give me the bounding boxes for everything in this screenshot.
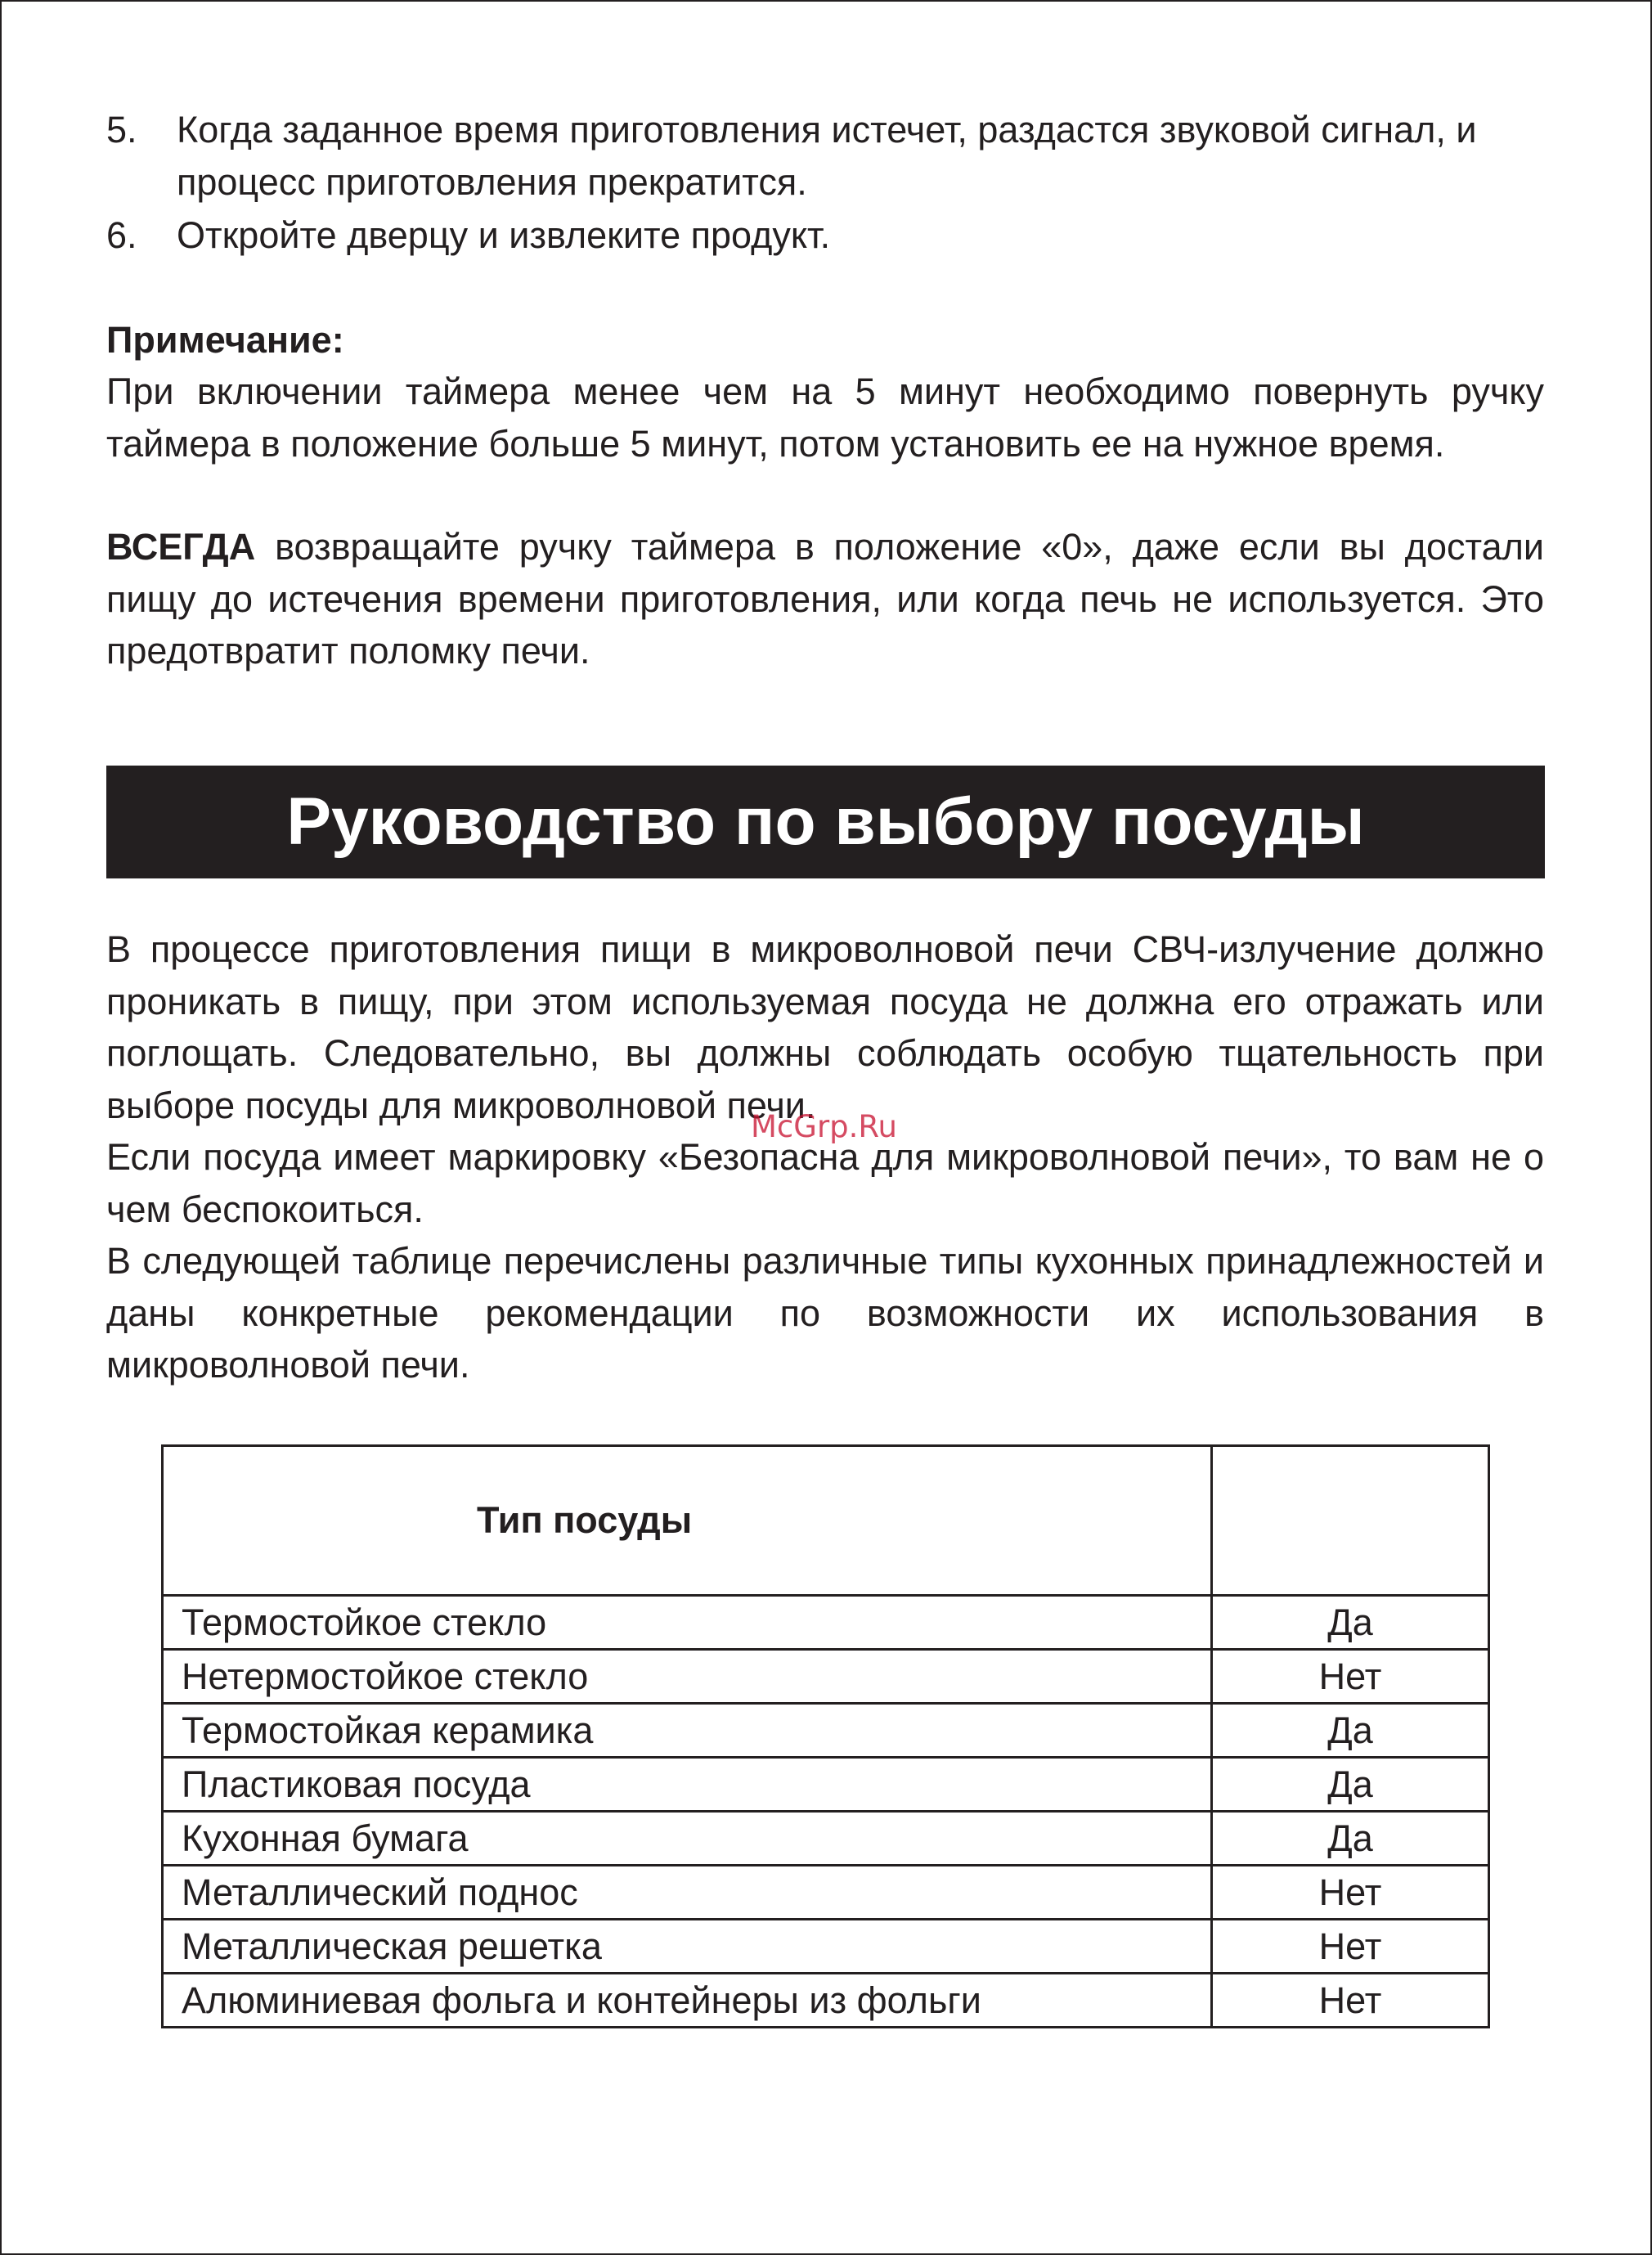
section-title: Руководство по выбору посуды — [286, 784, 1365, 859]
cookware-value: Да — [1212, 1758, 1489, 1812]
list-number: 6. — [106, 214, 137, 256]
table-row — [163, 1650, 1489, 1704]
list-item-step-5 — [106, 104, 1544, 208]
column-header-value — [1212, 1446, 1489, 1596]
cookware-value: Нет — [1212, 1650, 1489, 1704]
table-row — [163, 1596, 1489, 1650]
cookware-name: Кухонная бумага — [163, 1812, 1212, 1866]
cookware-name: Нетермостойкое стекло — [163, 1650, 1212, 1704]
cookware-value: Нет — [1212, 1974, 1489, 2028]
cookware-value: Да — [1212, 1812, 1489, 1866]
section-heading — [106, 766, 1545, 878]
table-row — [163, 1812, 1489, 1866]
table-row — [163, 1704, 1489, 1758]
cookware-name: Пластиковая посуда — [163, 1758, 1212, 1812]
note-text: При включении таймера менее чем на 5 минут необходимо повернуть ручку таймера в положение больше 5 минут, потом установить ее на нужное время. — [106, 371, 1544, 465]
cookware-value: Нет — [1212, 1866, 1489, 1920]
cookware-table — [161, 1444, 1490, 2028]
list-item-step-6 — [106, 209, 1544, 262]
cookware-value: Да — [1212, 1596, 1489, 1650]
always-paragraph — [106, 521, 1544, 677]
intro-paragraph-3: В следующей таблице перечислены различные типы кухонных принадлежностей и даны конкретные рекомендации по возможности их использования в микроволновой печи. — [106, 1240, 1544, 1386]
table-header-row — [163, 1446, 1489, 1596]
cookware-name: Алюминиевая фольга и контейнеры из фольги — [163, 1974, 1212, 2028]
intro-paragraph-2: Если посуда имеет маркировку «Безопасна для микроволновой печи», то вам не о чем беспокоиться. — [106, 1136, 1544, 1230]
list-text: Когда заданное время приготовления истечет, раздастся звуковой сигнал, и процесс приготовления прекратится. — [177, 109, 1477, 203]
table-row — [163, 1974, 1489, 2028]
cookware-name: Термостойкое стекло — [163, 1596, 1212, 1650]
table-row — [163, 1920, 1489, 1974]
cookware-value: Да — [1212, 1704, 1489, 1758]
note-title: Примечание: — [106, 319, 344, 361]
list-text: Откройте дверцу и извлеките продукт. — [177, 214, 831, 256]
table-row — [163, 1758, 1489, 1812]
always-bold: ВСЕГДА — [106, 526, 256, 568]
always-text: возвращайте ручку таймера в положение «0», даже если вы достали пищу до истечения времени приготовления, или когда печь не используется. Это предотвратит поломку печи. — [106, 526, 1544, 672]
column-header-type: Тип посуды — [163, 1446, 1212, 1596]
cookware-value: Нет — [1212, 1920, 1489, 1974]
intro-paragraph-1: В процессе приготовления пищи в микроволновой печи СВЧ-излучение должно проникать в пищу, при этом используемая посуда не должна его отражать или поглощать. Следовательно, вы должны соблюдать особую тщательность при выборе посуды для микроволновой печи. — [106, 928, 1544, 1126]
cookware-name: Термостойкая керамика — [163, 1704, 1212, 1758]
table-row — [163, 1866, 1489, 1920]
cookware-name: Металлический поднос — [163, 1866, 1212, 1920]
watermark: McGrp.Ru — [751, 1109, 897, 1144]
list-number: 5. — [106, 109, 137, 150]
cookware-name: Металлическая решетка — [163, 1920, 1212, 1974]
